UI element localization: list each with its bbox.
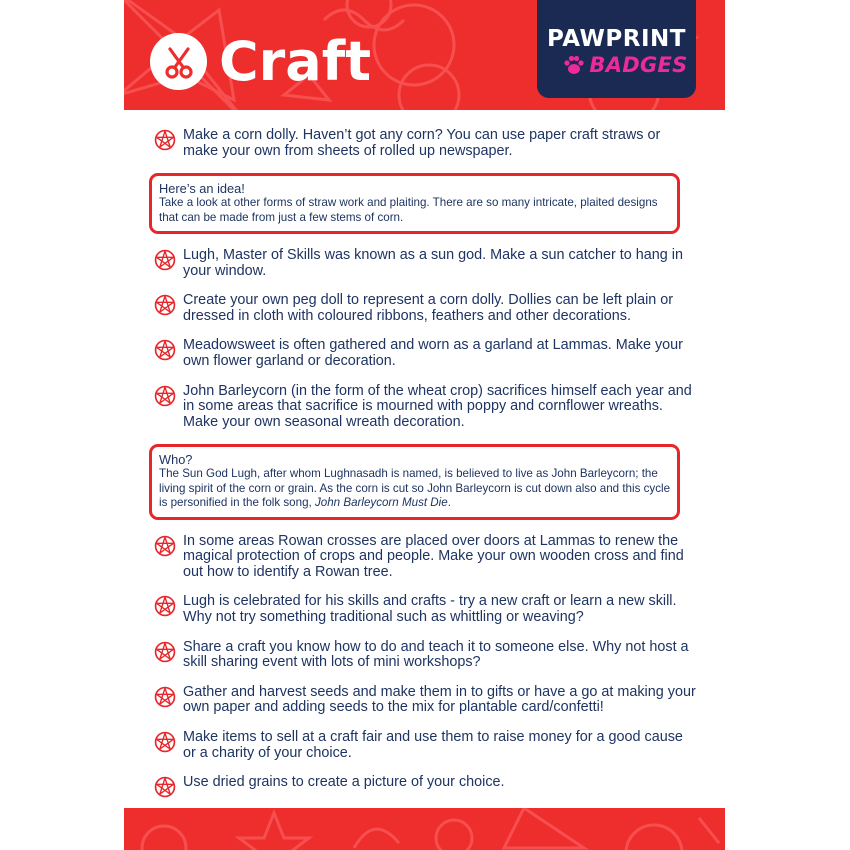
- list-item: In some areas Rowan crosses are placed over doors at Lammas to renew the magical protection of crops and people. Make your own wooden cross and find out how to identify a Rowan tree.: [154, 534, 699, 581]
- list-item: Lugh, Master of Skills was known as a sun god. Make a sun catcher to hang in your window.: [154, 248, 699, 279]
- list-item: Gather and harvest seeds and make them in to gifts or have a go at making your own paper and adding seeds to the mix for plantable card/confetti!: [154, 685, 699, 716]
- pentacle-icon: [154, 339, 176, 361]
- pentacle-icon: [154, 385, 176, 407]
- callout-body: The Sun God Lugh, after whom Lughnasadh is named, is believed to live as John Barleycorn; the living spirit of the corn or grain. As the corn is cut so John Barleycorn is cut down also and this cycle is personified in the folk song, John Barleycorn Must Die.: [159, 467, 671, 510]
- header-banner: [124, 0, 725, 110]
- title-group: [150, 29, 372, 93]
- logo-text-pawprint: PAWPRINT: [547, 26, 686, 52]
- pentacle-icon: [154, 776, 176, 798]
- callout-heading: Here’s an idea!: [159, 181, 245, 197]
- pawprint-badges-logo: [537, 0, 696, 98]
- song-title: John Barleycorn Must Die: [314, 496, 448, 510]
- pentacle-icon: [154, 686, 176, 708]
- footer-banner: [124, 808, 725, 850]
- list-item: Create your own peg doll to represent a corn dolly. Dollies can be left plain or dressed in cloth with coloured ribbons, feathers and other decorations.: [154, 293, 699, 324]
- list-item: John Barleycorn (in the form of the wheat crop) sacrifices himself each year and in some areas that sacrifice is mourned with poppy and cornflower wreaths. Make your own seasonal wreath decoration.: [154, 384, 699, 431]
- pentacle-icon: [154, 249, 176, 271]
- list-item: Share a craft you know how to do and teach it to someone else. Why not host a skill sharing event with lots of mini workshops?: [154, 640, 699, 671]
- document-page: [124, 0, 725, 850]
- callout-heading: Who?: [159, 452, 193, 468]
- paw-icon: [563, 55, 585, 75]
- list-item: Meadowsweet is often gathered and worn as a garland at Lammas. Make your own flower garland or decoration.: [154, 338, 699, 369]
- footer-decoration: [124, 808, 725, 850]
- pentacle-icon: [154, 129, 176, 151]
- logo-text-badges: BADGES: [589, 53, 688, 77]
- activity-list: [154, 128, 699, 812]
- pentacle-icon: [154, 535, 176, 557]
- callout-body: Take a look at other forms of straw work and plaiting. There are so many intricate, plaited designs that can be made from just a few stems of corn.: [159, 196, 658, 224]
- scissors-icon: [150, 33, 207, 90]
- idea-callout: [149, 173, 680, 234]
- pentacle-icon: [154, 641, 176, 663]
- pentacle-icon: [154, 731, 176, 753]
- list-item: Lugh is celebrated for his skills and crafts - try a new craft or learn a new skill. Why not try something traditional such as whittling or weaving?: [154, 594, 699, 625]
- list-item: Make a corn dolly. Haven’t got any corn? You can use paper craft straws or make your own from sheets of rolled up newspaper.: [154, 128, 699, 159]
- list-item: Use dried grains to create a picture of your choice.: [154, 775, 699, 798]
- list-item: Make items to sell at a craft fair and use them to raise money for a good cause or a charity of your choice.: [154, 730, 699, 761]
- pentacle-icon: [154, 294, 176, 316]
- pentacle-icon: [154, 595, 176, 617]
- page-title: Craft: [219, 29, 372, 93]
- who-callout: [149, 444, 680, 519]
